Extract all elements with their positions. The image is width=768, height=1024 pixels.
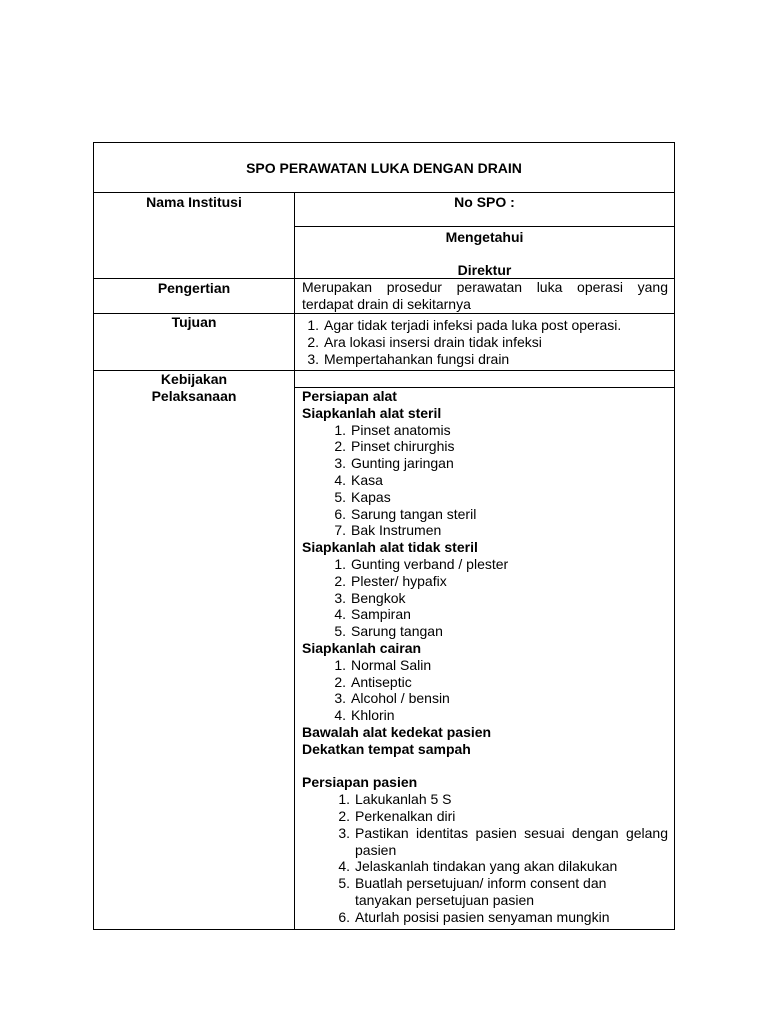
list-item: 4. Kasa	[334, 471, 383, 488]
divider	[294, 226, 674, 227]
list-item: 2. Plester/ hypafix	[334, 572, 447, 589]
pelaksanaan-label: Pelaksanaan	[151, 388, 237, 404]
list-item: 3. Alcohol / bensin	[334, 690, 450, 707]
list-item: 1. Lakukanlah 5 S	[338, 791, 452, 808]
pelaksanaan-content	[302, 388, 668, 926]
list-item: 3. Pastikan identitas pasien sesuai dengan gelang pasien	[338, 824, 668, 858]
spo-table	[93, 142, 675, 930]
document-title: SPO PERAWATAN LUKA DENGAN DRAIN	[246, 160, 522, 176]
nama-institusi-label: Nama Institusi	[146, 194, 242, 210]
alat-tidak-steril-heading: Siapkanlah alat tidak steril	[302, 539, 478, 556]
persiapan-alat-heading: Persiapan alat	[302, 388, 397, 404]
bawalah-step: Bawalah alat kedekat pasien	[302, 723, 492, 740]
pengertian-text: Merupakan prosedur perawatan luka operasi yang terdapat drain di sekitarnya	[302, 279, 668, 312]
list-item: 1. Pinset anatomis	[334, 421, 451, 438]
list-item: 4. Jelaskanlah tindakan yang akan dilakukan	[338, 858, 618, 875]
list-item: 2. Antiseptic	[334, 673, 412, 690]
dekatkan-step: Dekatkan tempat sampah	[302, 740, 471, 757]
pasien-steps-list	[302, 791, 668, 925]
kebijakan-label: Kebijakan	[160, 371, 228, 387]
list-item: 4. Sampiran	[334, 606, 411, 623]
list-item: 1. Normal Salin	[334, 656, 432, 673]
list-item: 1. Gunting verband / plester	[334, 555, 509, 572]
tujuan-label: Tujuan	[171, 314, 217, 330]
pengertian-label: Pengertian	[157, 280, 231, 296]
mengetahui-label: Mengetahui	[445, 229, 524, 245]
direktur-label: Direktur	[457, 262, 512, 278]
list-item: 3. Gunting jaringan	[334, 455, 454, 472]
list-item: 6. Sarung tangan steril	[334, 505, 477, 522]
column-divider	[294, 192, 295, 929]
list-item: 5. Sarung tangan	[334, 623, 443, 640]
list-item: 3. Bengkok	[334, 589, 406, 606]
list-item: 5. Buatlah persetujuan/ inform consent dan tanyakan persetujuan pasien	[338, 875, 607, 908]
no-spo-label: No SPO :	[454, 194, 515, 210]
list-item: 2. Ara lokasi insersi drain tidak infeksi	[307, 333, 542, 350]
list-item: 1. Agar tidak terjadi infeksi pada luka post operasi.	[307, 317, 622, 333]
list-item: 3. Mempertahankan fungsi drain	[307, 350, 510, 367]
list-item: 2. Pinset chirurghis	[334, 438, 455, 455]
list-item: 6. Aturlah posisi pasien senyaman mungkin	[338, 908, 610, 925]
list-item: 5. Kapas	[334, 488, 391, 505]
list-item: 4. Khlorin	[334, 707, 395, 724]
alat-steril-heading: Siapkanlah alat steril	[302, 404, 442, 421]
list-item: 2. Perkenalkan diri	[338, 807, 456, 824]
tujuan-list	[297, 317, 663, 367]
spacer	[302, 758, 668, 775]
list-item: 7. Bak Instrumen	[334, 522, 442, 539]
persiapan-pasien-heading: Persiapan pasien	[302, 774, 418, 791]
cairan-heading: Siapkanlah cairan	[302, 639, 422, 656]
